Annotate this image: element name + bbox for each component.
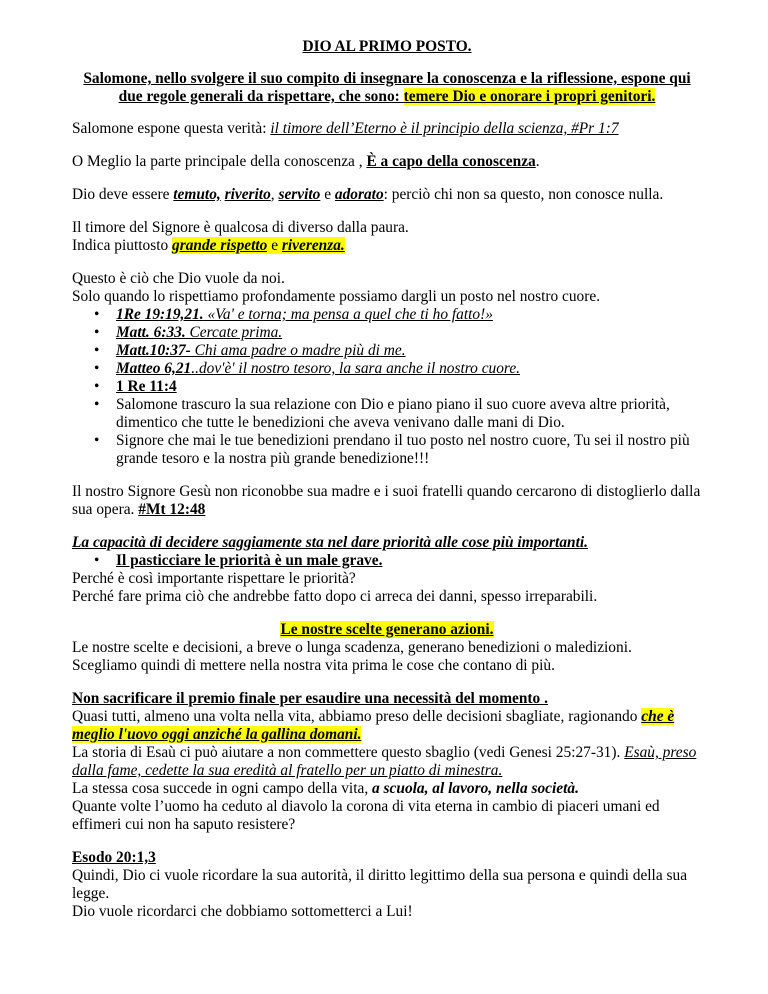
p1-quote: il timore dell’Eterno è il principio della scienza, #Pr 1:7 (270, 120, 619, 137)
p9-line2-text: La storia di Esaù ci può aiutare a non commettere questo sbaglio (vedi Genesi 25:27-31). (72, 744, 625, 761)
bullet-icon: • (94, 378, 100, 395)
paragraph-dio-deve (72, 186, 702, 204)
p9-line1-text: Quasi tutti, almeno una volta nella vita, abbiamo preso delle decisioni sbagliate, ragionando (72, 708, 642, 725)
list-item-ref: Matteo 6,21 (116, 360, 192, 377)
p9-line3-text: La stessa cosa succede in ogni campo della vita, (72, 780, 373, 797)
p8-heading-row (72, 621, 702, 639)
list-item (94, 306, 702, 324)
p10-line2: Dio vuole ricordarci che dobbiamo sottometterci a Lui! (72, 903, 413, 920)
p9-line2 (72, 744, 702, 780)
list-item-ref: 1Re 19:19,21. (116, 306, 204, 323)
p3-servito: servito (278, 186, 321, 203)
p8-line1: Le nostre scelte e decisioni, a breve o lunga scadenza, generano benedizioni o maledizioni. (72, 639, 632, 656)
p3-riverito: riverito (224, 186, 271, 203)
p2-strong: È a capo della conoscenza (366, 153, 536, 170)
priority-list (72, 552, 702, 570)
p3-e: e (320, 186, 335, 203)
p9-line3 (72, 780, 702, 798)
p2-text: O Meglio la parte principale della conoscenza , (72, 153, 367, 170)
p4-e: e (267, 237, 282, 254)
list-item (94, 552, 702, 570)
intro-text: Salomone, nello svolgere il suo compito di insegnare la conoscenza e la riflessione, espone qui due regole generali da rispettare, che sono: (83, 70, 691, 105)
list-item-ref: Matt.10:37- (116, 342, 191, 359)
paragraph-premio (72, 690, 702, 834)
p3-adorato: adorato (334, 186, 384, 203)
paragraph-meglio (72, 153, 702, 171)
p7-line3: Perché fare prima ciò che andrebbe fatto dopo ci arreca dei danni, spesso irreparabili. (72, 588, 598, 605)
p4-riverenza: riverenza. (281, 237, 345, 254)
list-item-text: «Va' e torna; ma pensa a quel che ti ho fatto!» (203, 306, 493, 323)
list-item-ref: Matt. 6:33. (116, 324, 186, 341)
paragraph-scelte (72, 621, 702, 675)
p9-line4: Quante volte l’uomo ha ceduto al diavolo la corona di vita eterna in cambio di piaceri umani ed effimeri cui non ha saputo resistere? (72, 798, 660, 833)
p4-line2 (72, 237, 702, 255)
paragraph-esodo (72, 849, 702, 921)
p3-end: : perciò chi non sa questo, non conosce nulla. (383, 186, 664, 203)
p5-line2: Solo quando lo rispettiamo profondamente possiamo dargli un posto nel nostro cuore. (72, 288, 601, 305)
p4-line1: Il timore del Signore è qualcosa di diverso dalla paura. (72, 219, 409, 236)
list-item-ref: 1 Re 11:4 (116, 378, 177, 395)
p9-line3-bold: a scuola, al lavoro, nella società. (372, 780, 579, 797)
p8-line2: Scegliamo quindi di mettere nella nostra vita prima le cose che contano di più. (72, 657, 555, 674)
list-item (94, 360, 702, 378)
list-item-text: Signore che mai le tue benedizioni prendano il tuo posto nel nostro cuore, Tu sei il nostro più grande tesoro e la nostra più grande benedizione!!! (116, 432, 690, 467)
bullet-icon: • (94, 306, 100, 323)
bullet-icon: • (94, 360, 100, 377)
p10-heading: Esodo 20:1,3 (72, 849, 156, 866)
p7-bullet-text: Il pasticciare le priorità è un male grave. (116, 552, 383, 569)
paragraph-timore-signore (72, 219, 702, 255)
p4-grande-rispetto: grande rispetto (172, 237, 268, 254)
paragraph-priorita (72, 534, 702, 606)
p4-line2-text: Indica piuttosto (72, 237, 173, 254)
list-item (94, 378, 702, 396)
list-item-text: Cercate prima. (185, 324, 283, 341)
reference-list (72, 306, 702, 468)
p3-temuto: temuto, (173, 186, 221, 203)
bullet-icon: • (94, 342, 100, 359)
p9-line2-italic: Esaù, preso dalla fame, cedette la sua eredità al fratello per un piatto di minestra. (72, 744, 697, 779)
document-page (72, 38, 702, 921)
list-item-text: Salomone trascuro la sua relazione con Dio e piano piano il suo cuore aveva altre priorità, dimentico che tutte le benedizioni che aveva venivano dalle mani di Dio. (116, 396, 670, 431)
p9-heading: Non sacrificare il premio finale per esaudire una necessità del momento . (72, 690, 548, 707)
document-title: DIO AL PRIMO POSTO. (302, 38, 472, 55)
bullet-icon: • (94, 552, 100, 569)
list-item (94, 342, 702, 360)
list-item (94, 324, 702, 342)
p3-comma: , (270, 186, 279, 203)
paragraph-gesu (72, 483, 702, 519)
list-item (94, 432, 702, 468)
p2-end: . (535, 153, 540, 170)
p8-heading: Le nostre scelte generano azioni. (280, 621, 494, 638)
p5-line1: Questo è ciò che Dio vuole da noi. (72, 270, 285, 287)
p7-line2: Perché è così importante rispettare le priorità? (72, 570, 356, 587)
list-item (94, 396, 702, 432)
paragraph-bullets-section (72, 270, 702, 468)
list-item-text: ..dov'è' il nostro tesoro, la sara anche il nostro cuore. (191, 360, 521, 377)
bullet-icon: • (94, 396, 100, 413)
p6-ref: #Mt 12:48 (138, 501, 206, 518)
intro-paragraph (72, 70, 702, 106)
p7-line1: La capacità di decidere saggiamente sta nel dare priorità alle cose più importanti. (72, 534, 588, 551)
p1-text: Salomone espone questa verità: (72, 120, 271, 137)
p9-line1-highlight: che è meglio l'uovo oggi anziché la gallina domani. (72, 708, 675, 743)
list-item-text: Chi ama padre o madre più di me. (190, 342, 406, 359)
bullet-icon: • (94, 432, 100, 449)
paragraph-timore (72, 120, 702, 138)
p3-a: Dio deve essere (72, 186, 174, 203)
bullet-icon: • (94, 324, 100, 341)
p9-line1 (72, 708, 702, 744)
p10-line1: Quindi, Dio ci vuole ricordare la sua autorità, il diritto legittimo della sua persona e quindi della sua legge. (72, 867, 688, 902)
p6-text: Il nostro Signore Gesù non riconobbe sua madre e i suoi fratelli quando cercarono di distoglierlo dalla sua opera. (72, 483, 701, 518)
intro-highlight: temere Dio e onorare i propri genitori. (403, 88, 656, 105)
